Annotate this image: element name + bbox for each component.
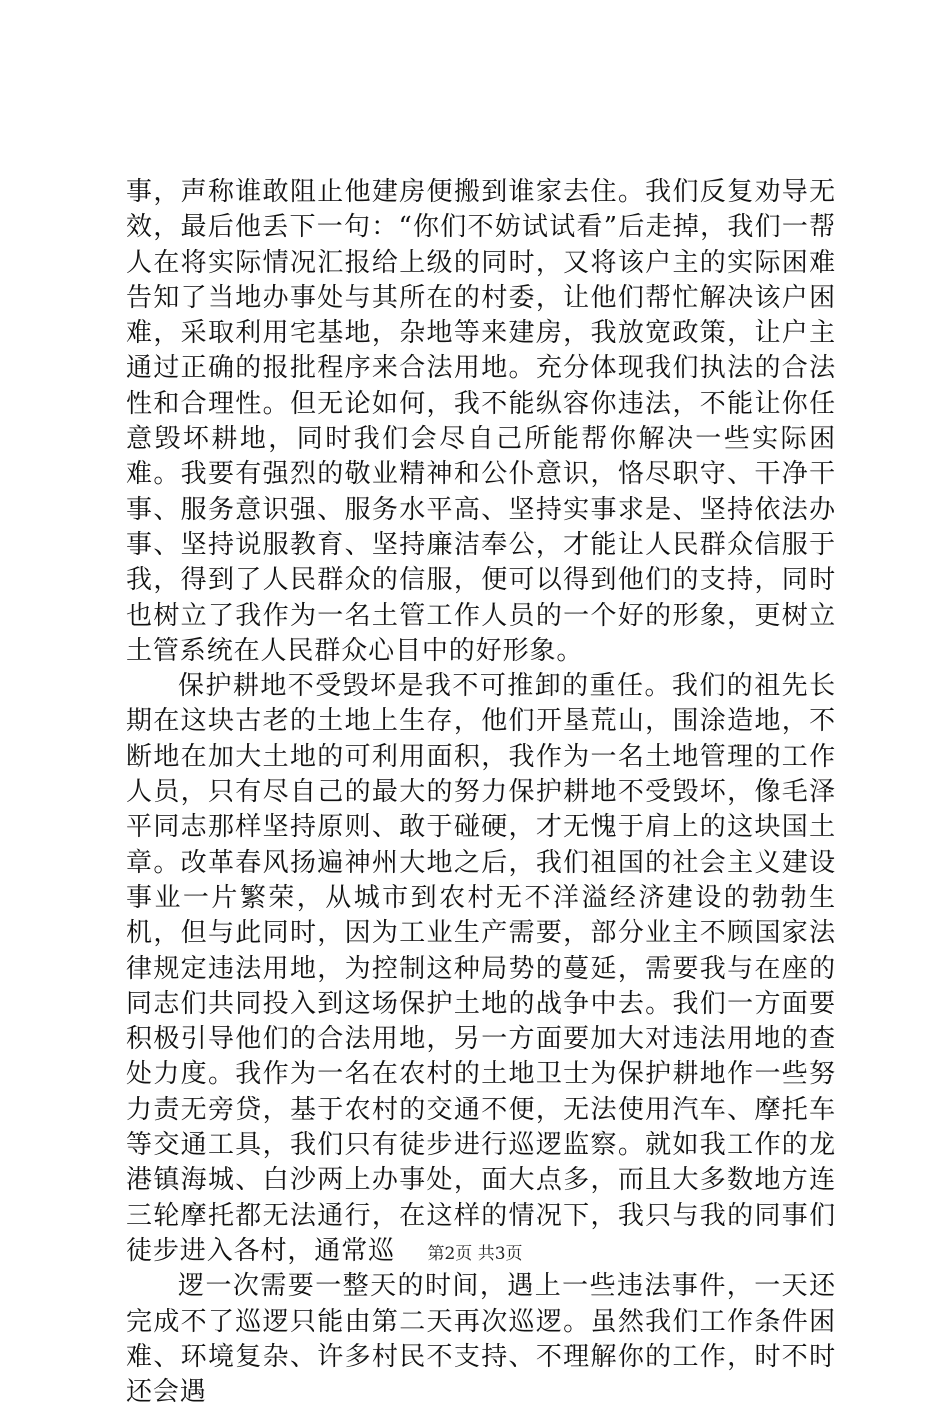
paragraph-1: 事，声称谁敢阻止他建房便搬到谁家去住。我们反复劝导无效，最后他丢下一句：“你们不妨试试看”后走掉，我们一帮人在将实际情况汇报给上级的同时，又将该户主的实际困难告知了当地办事处与其所在的村委，让他们帮忙解决该户困难，采取利用宅基地，杂地等来建房，我放宽政策，让户主通过正确的报批程序来合法用地。充分体现我们执法的合法性和合理性。但无论如何，我不能纵容你违法，不能让你任意毁坏耕地，同时我们会尽自己所能帮你解决一些实际困难。我要有强烈的敬业精神和公仆意识，恪尽职守、干净干事、服务意识强、服务水平高、坚持实事求是、坚持依法办事、坚持说服教育、坚持廉洁奉公，才能让人民群众信服于我，得到了人民群众的信服，便可以得到他们的支持，同时也树立了我作为一名土管工作人员的一个好的形象，更树立土管系统在人民群众心目中的好形象。 [126, 177, 836, 666]
body-text [126, 175, 836, 1410]
paragraph-2: 保护耕地不受毁坏是我不可推卸的重任。我们的祖先长期在这块古老的土地上生存，他们开垦荒山，围涂造地，不断地在加大土地的可利用面积，我作为一名土地管理的工作人员，只有尽自己的最大的努力保护耕地不受毁坏，像毛泽平同志那样坚持原则、敢于碰硬，才无愧于肩上的这块国土章。改革春风扬遍神州大地之后，我们祖国的社会主义建设事业一片繁荣，从城市到农村无不洋溢经济建设的勃勃生机，但与此同时，因为工业生产需要，部分业主不顾国家法律规定违法用地，为控制这种局势的蔓延，需要我与在座的同志们共同投入到这场保护土地的战争中去。我们一方面要积极引导他们的合法用地，另一方面要加大对违法用地的查处力度。我作为一名在农村的土地卫士为保护耕地作一些努力责无旁贷，基于农村的交通不便，无法使用汽车、摩托车等交通工具，我们只有徒步进行巡逻监察。就如我工作的龙港镇海城、白沙两上办事处，面大点多，而且大多数地方连三轮摩托都无法通行，在这样的情况下，我只与我的同事们徒步进入各村，通常巡 [126, 671, 836, 1266]
paragraph-3: 逻一次需要一整天的时间，遇上一些违法事件，一天还完成不了巡逻只能由第二天再次巡逻。虽然我们工作条件困难、环境复杂、许多村民不支持、不理解你的工作，时不时还会遇 [126, 1271, 836, 1408]
page-footer: 第2页 共3页 [427, 1244, 523, 1264]
